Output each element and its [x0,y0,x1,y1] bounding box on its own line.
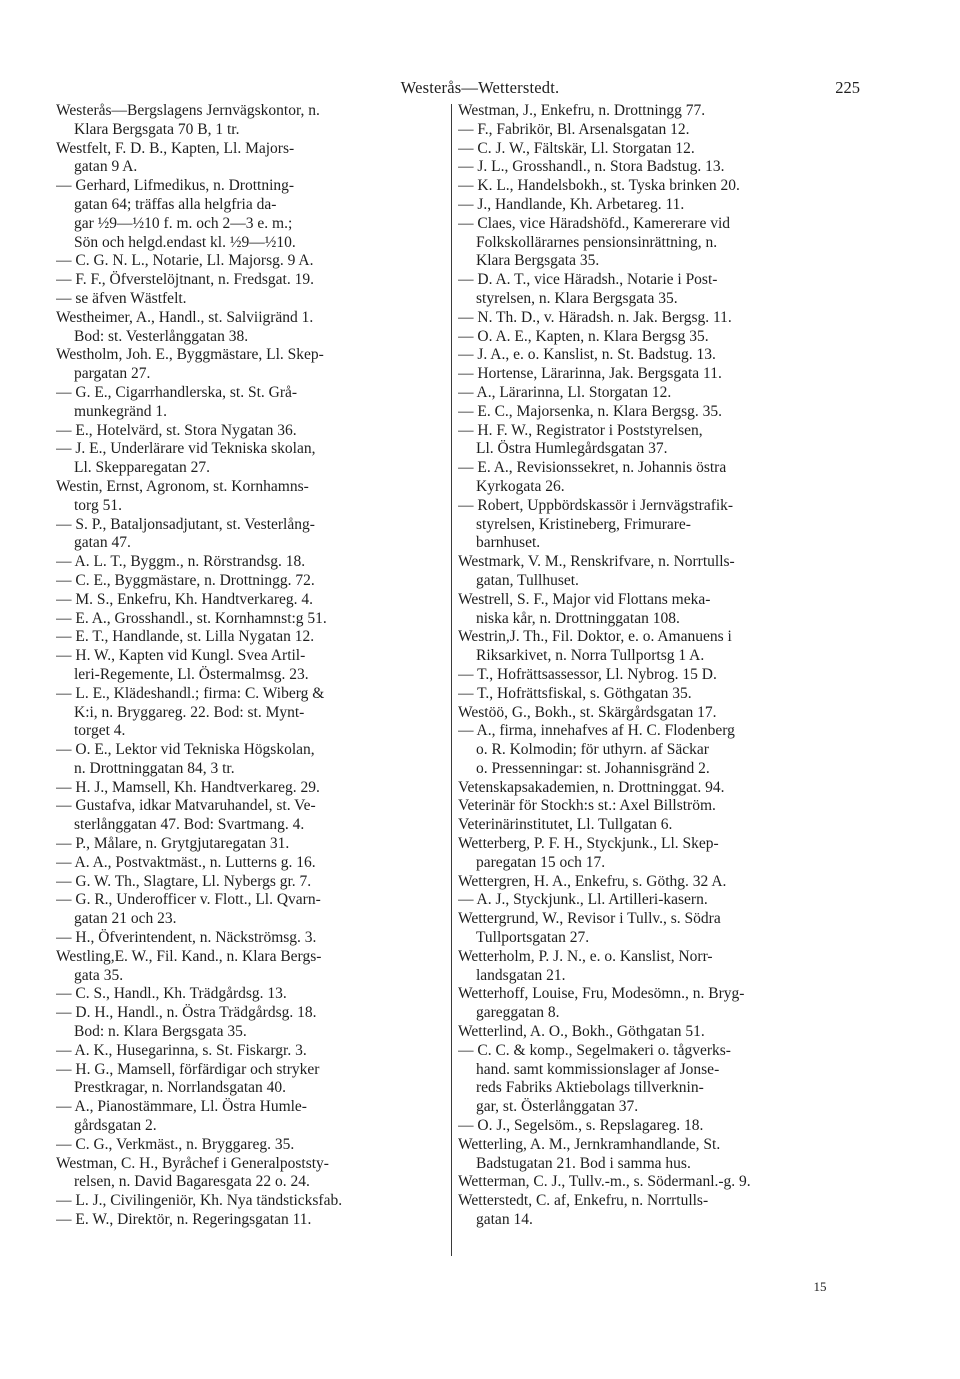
entry-line: — J. E., Underlärare vid Tekniska skolan, [56,440,316,458]
entry-line: — E., Hotelvärd, st. Stora Nygatan 36. [56,421,297,439]
entry-line: Wettergren, H. A., Enkefru, s. Göthg. 32 A. [458,872,727,890]
entry-line: Westrin,J. Th., Fil. Doktor, e. o. Amanuens i [458,628,732,646]
entry-line: Westman, C. H., Byråchef i Generalpoststy- [56,1154,329,1172]
entry-line: Wetterstedt, C. af, Enkefru, n. Norrtulls- [458,1192,709,1210]
entry-line: — O. E., Lektor vid Tekniska Högskolan, [56,741,315,759]
entry-line: — H. G., Mamsell, förfärdigar och stryker [56,1060,320,1078]
left-column [56,102,456,1230]
entry-line: torg 51. [74,496,122,514]
entry-line: — Hortense, Lärarinna, Jak. Bergsgata 11. [458,365,722,383]
entry-line: — A., firma, innehafves af H. C. Flodenberg [458,722,735,740]
entry-line: reds Fabriks Aktiebolags tillverknin- [476,1079,704,1097]
entry-line: — C. G., Verkmäst., n. Bryggareg. 35. [56,1135,295,1153]
entry-line: gatan, Tullhuset. [476,571,579,589]
entry-line: gar, st. Österlånggatan 37. [476,1098,639,1116]
entry-line: Ll. Östra Humlegårdsgatan 37. [476,440,668,458]
entry-line: — E. A., Revisionssekret, n. Johannis östra [458,459,727,477]
entry-line: o. R. Kolmodin; för uthyrn. af Säckar [476,741,709,759]
entry-line: Riksarkivet, n. Norra Tullportsg 1 A. [476,647,705,665]
entry-line: Bod: st. Vesterlånggatan 38. [74,327,249,345]
entry-line: gatan 64; träffas alla helgfria da- [74,195,277,213]
entry-line: — Claes, vice Häradshöfd., Kamererare vid [458,214,730,232]
entry-line: paregatan 15 och 17. [476,853,606,871]
entry-line: — A. K., Husegarinna, s. St. Fiskargr. 3. [56,1041,307,1059]
entry-line: — E. C., Majorsenka, n. Klara Bergsg. 35. [458,402,723,420]
entry-line: — F. F., Öfverstelöjtnant, n. Fredsgat. 19. [56,271,314,289]
entry-line: — G. W. Th., Slagtare, Ll. Nybergs gr. 7. [56,872,312,890]
entry-line: — E. T., Handlande, st. Lilla Nygatan 12. [56,628,315,646]
entry-line: gata 35. [74,966,124,984]
entry-line: Badstugatan 21. Bod i samma hus. [476,1154,691,1172]
entry-line: Veterinär för Stockh:s st.: Axel Billström. [458,797,716,815]
entry-line: — C. C. & komp., Segelmakeri o. tågverks- [458,1041,731,1059]
entry-line: — Gerhard, Lifmedikus, n. Drottning- [56,177,295,195]
entry-line: — C. G. N. L., Notarie, Ll. Majorsg. 9 A. [56,252,314,270]
entry-line: Westin, Ernst, Agronom, st. Kornhamns- [56,477,309,495]
entry-line: Westerås—Bergslagens Jernvägskontor, n. [56,102,320,119]
entry-line: Vetenskapsakademien, n. Drottninggat. 94. [458,778,725,796]
entry-line: Folkskollärarnes pensionsinrättning, n. [476,233,718,251]
entry-line: Veterinärinstitutet, Ll. Tullgatan 6. [458,816,673,834]
entry-line: — C. J. W., Fältskär, Ll. Storgatan 12. [458,139,695,157]
entry-line: Klara Bergsgata 70 B, 1 tr. [74,120,240,138]
entry-line: — G. R., Underofficer v. Flott., Ll. Qvarn- [56,891,321,909]
entry-line: Kyrkogata 26. [476,477,565,495]
entry-line: K:i, n. Bryggareg. 22. Bod: st. Mynt- [74,703,305,721]
entry-line: gatan 21 och 23. [74,910,177,928]
entry-line: gatan 9 A. [74,158,138,176]
entry-line: — H., Öfverintendent, n. Näckströmsg. 3. [56,929,317,947]
entry-line: Ll. Skepparegatan 27. [74,459,211,477]
entry-line: munkegränd 1. [74,402,167,420]
entry-line: — M. S., Enkefru, Kh. Handtverkareg. 4. [56,590,313,608]
entry-line: Klara Bergsgata 35. [476,252,600,270]
entry-line: Tullportsgatan 27. [476,929,590,947]
entry-line: — J. L., Grosshandl., n. Stora Badstug. 13. [458,158,725,176]
entry-line: — D. A. T., vice Häradsh., Notarie i Post- [458,271,718,289]
entry-line: — N. Th. D., v. Häradsh. n. Jak. Bergsg. 11. [458,308,732,326]
entry-line: — A. L. T., Byggm., n. Rörstrandsg. 18. [56,553,306,571]
entry-line: — Robert, Uppbördskassör i Jernvägstrafik- [458,496,734,514]
entry-line: gårdsgatan 2. [74,1117,157,1135]
entry-line: — T., Hofrättsfiskal, s. Göthgatan 35. [458,684,692,702]
entry-line: — H. J., Mamsell, Kh. Handtverkareg. 29. [56,778,320,796]
entry-line: — H. W., Kapten vid Kungl. Svea Artil- [56,647,306,665]
entry-line: — Gustafva, idkar Matvaruhandel, st. Ve- [56,797,316,815]
entry-line: Westheimer, A., Handl., st. Salviigränd 1. [56,308,314,326]
entry-line: — A., Pianostämmare, Ll. Östra Humle- [56,1098,307,1116]
entry-line: Westling,E. W., Fil. Kand., n. Klara Bergs- [56,947,322,965]
entry-line: gar ½9—½10 f. m. och 2—3 e. m.; [74,214,293,232]
entry-line: Wetterling, A. M., Jernkramhandlande, St. [458,1135,721,1153]
entry-line: — J. A., e. o. Kanslist, n. St. Badstug. 13. [458,346,716,364]
entry-line: Westrell, S. F., Major vid Flottans meka- [458,590,711,608]
entry-line: — A. J., Styckjunk., Ll. Artilleri-kasern. [458,891,708,909]
entry-line: Westmark, V. M., Renskrifvare, n. Norrtulls- [458,553,735,571]
right-column [458,102,858,1230]
entry-line: — C. S., Handl., Kh. Trädgårdsg. 13. [56,985,287,1003]
entry-line: — G. E., Cigarrhandlerska, st. St. Grå- [56,383,298,401]
entry-line: barnhuset. [476,534,541,552]
entry-line: gatan 14. [476,1211,533,1229]
entry-line: — H. F. W., Registrator i Poststyrelsen, [458,421,703,439]
entry-line: — J., Handlande, Kh. Arbetareg. 11. [458,195,685,213]
entry-line: — A. A., Postvaktmäst., n. Lutterns g. 16. [56,853,316,871]
entry-line: — se äfven Wästfelt. [56,289,187,307]
entry-line: Prestkragar, n. Norrlandsgatan 40. [74,1079,287,1097]
entry-line: landsgatan 21. [476,966,566,984]
column-divider [451,104,452,1256]
entry-line: — O. A. E., Kapten, n. Klara Bergsg 35. [458,327,709,345]
entry-line: — T., Hofrättsassessor, Ll. Nybrog. 15 D. [458,665,717,683]
entry-line: — O. J., Segelsöm., s. Repslagareg. 18. [458,1117,704,1135]
entry-line: relsen, n. David Bagaresgata 22 o. 24. [74,1173,310,1191]
entry-line: Westman, J., Enkefru, n. Drottningg 77. [458,102,706,119]
entry-line: leri-Regemente, Ll. Östermalmsg. 23. [74,665,309,683]
entry-line: niska kår, n. Drottninggatan 108. [476,609,680,627]
entry-line: gatan 47. [74,534,131,552]
entry-line: o. Pressenningar: st. Johannisgränd 2. [476,759,710,777]
entry-line: hand. samt kommissionslager af Jonse- [476,1060,720,1078]
entry-line: Westholm, Joh. E., Byggmästare, Ll. Skep- [56,346,324,364]
entry-line: — L. E., Klädeshandl.; firma: C. Wiberg & [56,684,325,702]
entry-line: Wetterberg, P. F. H., Styckjunk., Ll. Skep- [458,835,719,853]
entry-line: Wettergrund, W., Revisor i Tullv., s. Södra [458,910,721,928]
entry-line: — E. A., Grosshandl., st. Kornhamnst:g 51. [56,609,327,627]
entry-line: Wetterman, C. J., Tullv.-m., s. Södermanl.-g. 9. [458,1173,751,1191]
entry-line: Sön och helgd.endast kl. ½9—½10. [74,233,296,251]
entry-line: pargatan 27. [74,365,151,383]
entry-line: — K. L., Handelsbokh., st. Tyska brinken 20. [458,177,740,195]
entry-line: torget 4. [74,722,126,740]
entry-line: — C. E., Byggmästare, n. Drottningg. 72. [56,571,315,589]
signature-mark: 15 [813,1279,827,1294]
entry-line: styrelsen, Kristineberg, Frimurare- [476,515,691,533]
entry-line: Westöö, G., Bokh., st. Skärgårdsgatan 17. [458,703,717,721]
entry-line: — A., Lärarinna, Ll. Storgatan 12. [458,383,672,401]
entry-line: Wetterhoff, Louise, Fru, Modesömn., n. Bryg- [458,985,745,1003]
entry-line: gareggatan 8. [476,1004,560,1022]
entry-line: Wetterlind, A. O., Bokh., Göthgatan 51. [458,1023,705,1041]
page-number: 225 [835,78,860,97]
entry-line: — S. P., Bataljonsadjutant, st. Vesterlång- [56,515,315,533]
entry-line: styrelsen, n. Klara Bergsgata 35. [476,289,678,307]
entry-line: — D. H., Handl., n. Östra Trädgårdsg. 18. [56,1004,317,1022]
entry-line: — F., Fabrikör, Bl. Arsenalsgatan 12. [458,120,690,138]
entry-line: — P., Målare, n. Grytgjutaregatan 31. [56,835,290,853]
running-header: Westerås—Wetterstedt. [400,78,560,97]
entry-line: sterlånggatan 47. Bod: Svartmang. 4. [74,816,305,834]
entry-line: n. Drottninggatan 84, 3 tr. [74,759,235,777]
entry-line: Westfelt, F. D. B., Kapten, Ll. Majors- [56,139,295,157]
entry-line: Wetterholm, P. J. N., e. o. Kanslist, Norr- [458,947,713,965]
entry-line: — E. W., Direktör, n. Regeringsgatan 11. [56,1211,312,1229]
entry-line: — L. J., Civilingeniör, Kh. Nya tändsticksfab. [56,1192,343,1210]
entry-line: Bod: n. Klara Bergsgata 35. [74,1023,247,1041]
